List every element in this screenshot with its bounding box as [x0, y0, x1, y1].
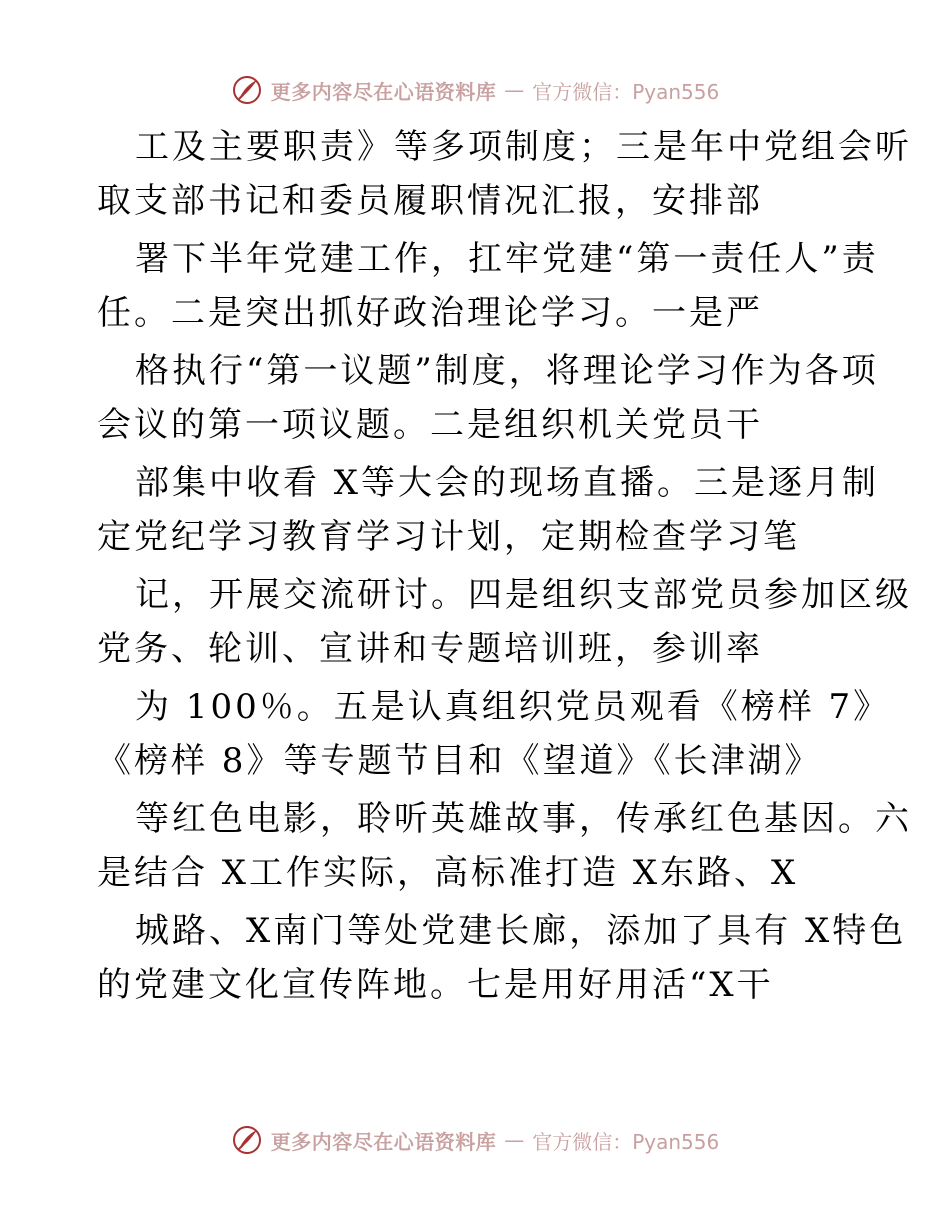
text-line: 会议的第一项议题。二是组织机关党员干 [97, 405, 763, 445]
text-line: 格执行“第一议题”制度，将理论学习作为各项 [135, 351, 879, 391]
text-line: 城路、X南门等处党建长廊，添加了具有 X特色 [135, 911, 907, 951]
banner-contact: 官方微信：Pyan556 [532, 1129, 720, 1154]
header-watermark-banner [0, 70, 950, 110]
footer-watermark-banner [0, 1120, 950, 1160]
text-line: 工及主要职责》等多项制度；三是年中党组会听 [135, 127, 912, 167]
text-line: 党务、轮训、宣讲和专题培训班，参训率 [97, 629, 763, 669]
quill-pen-logo-icon [231, 1124, 263, 1156]
banner-dash: — [504, 1128, 525, 1152]
banner-contact: 官方微信：Pyan556 [532, 79, 720, 104]
banner-slogan: 更多内容尽在心语资料库 [270, 1129, 497, 1154]
text-line: 记，开展交流研讨。四是组织支部党员参加区级 [135, 575, 912, 615]
banner-dash: — [504, 78, 525, 102]
text-line: 的党建文化宣传阵地。七是用好用活“X干 [97, 965, 774, 1005]
text-line: 署下半年党建工作，扛牢党建“第一责任人”责 [135, 239, 879, 279]
text-line: 取支部书记和委员履职情况汇报，安排部 [97, 181, 763, 221]
banner-slogan: 更多内容尽在心语资料库 [270, 79, 497, 104]
quill-pen-logo-icon [231, 74, 263, 106]
text-line: 任。二是突出抓好政治理论学习。一是严 [97, 293, 763, 333]
text-line: 部集中收看 X等大会的现场直播。三是逐月制 [135, 463, 880, 503]
text-line: 为 100％。五是认真组织党员观看《榜样 7》 [135, 687, 891, 727]
text-line: 《榜样 8》等专题节目和《望道》《长津湖》 [97, 741, 822, 781]
text-line: 等红色电影，聆听英雄故事，传承红色基因。六 [135, 799, 912, 839]
document-body [97, 118, 912, 1005]
text-line: 定党纪学习教育学习计划，定期检查学习笔 [97, 517, 800, 557]
text-line: 是结合 X工作实际，高标准打造 X东路、X [97, 853, 799, 893]
